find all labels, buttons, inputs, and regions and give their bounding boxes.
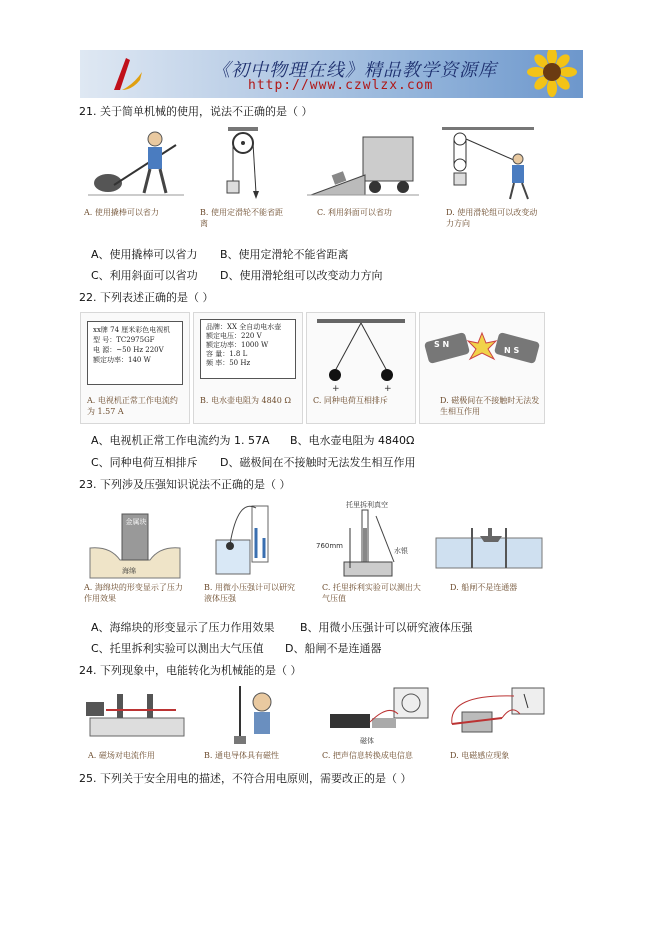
figure-magnets — [419, 312, 545, 424]
option-22d[interactable]: D、磁极间在不接触时无法发生相互作用 — [220, 456, 416, 469]
figure-caption-c: C. 同种电荷互相排斥 — [313, 396, 388, 405]
figure-caption-b: B. 用微小压强计可以研究液体压强 — [204, 583, 295, 603]
logo-icon — [106, 54, 146, 94]
fixed-pulley-illustration — [198, 125, 293, 205]
kettle-label-line: 频 率：50 Hz — [206, 359, 251, 367]
figure-caption-c: C. 利用斜面可以省功 — [317, 208, 392, 217]
mercury-label: 水银 — [394, 547, 408, 555]
figure-sound-to-signal — [318, 684, 433, 766]
vacuum-label: 托里拆利真空 — [346, 501, 388, 509]
figure-crowbar — [80, 125, 190, 220]
figure-current-in-field — [80, 684, 192, 766]
figure-caption-d: D. 电磁感应现象 — [450, 751, 510, 760]
figure-caption-a: A. 海绵块的形变显示了压力作用效果 — [84, 583, 183, 603]
figure-tv-nameplate — [80, 312, 190, 424]
tv-label-line: 额定功率：140 W — [93, 356, 151, 364]
svg-text:S N: S N — [434, 340, 450, 349]
option-22b[interactable]: B、电水壶电阻为 4840Ω — [290, 434, 415, 447]
figure-caption-a: A. 磁场对电流作用 — [88, 751, 155, 760]
option-23d[interactable]: D、船闸不是连通器 — [285, 642, 382, 655]
option-23a[interactable]: A、海绵块的形变显示了压力作用效果 — [91, 621, 275, 634]
question-23: 23. 下列涉及压强知识说法不正确的是（ ） — [79, 478, 291, 491]
figure-caption-c: C. 把声信息转换成电信息 — [322, 751, 413, 760]
option-21a[interactable]: A、使用撬棒可以省力 — [91, 248, 198, 261]
question-21: 21. 关于简单机械的使用，说法不正确的是（ ） — [79, 105, 313, 118]
figure-torricelli — [310, 498, 425, 610]
option-23b[interactable]: B、用微小压强计可以研究液体压强 — [300, 621, 473, 634]
incline-illustration — [303, 125, 423, 205]
metal-block-label: 金属块 — [125, 518, 147, 526]
header-banner — [80, 50, 583, 98]
magnet-label: 磁体 — [360, 737, 374, 745]
figure-incline — [303, 125, 423, 220]
microphone-circuit-illustration — [318, 684, 433, 746]
banner-title: 《初中物理在线》精品教学资源库 — [212, 60, 497, 81]
manometer-illustration — [198, 498, 303, 580]
option-23c[interactable]: C、托里拆利实验可以测出大气压值 — [91, 642, 264, 655]
figure-caption-d: D. 磁极间在不接触时无法发生相互作用 — [440, 396, 540, 416]
figure-caption-a: A. 使用撬棒可以省力 — [84, 208, 159, 217]
charged-balls-illustration — [307, 313, 415, 393]
svg-text:N S: N S — [504, 346, 520, 355]
crowbar-illustration — [80, 125, 190, 205]
figure-induction — [442, 684, 547, 766]
kettle-label-line: 容 量：1.8 L — [206, 350, 248, 358]
svg-text:+: + — [332, 384, 340, 393]
option-21d[interactable]: D、使用滑轮组可以改变动力方向 — [220, 269, 383, 282]
figure-caption-d: D. 船闸不是连通器 — [450, 583, 518, 592]
sunflower-icon — [520, 50, 583, 98]
figure-fixed-pulley — [198, 125, 293, 233]
question-22: 22. 下列表述正确的是（ ） — [79, 291, 214, 304]
figure-charged-balls — [306, 312, 416, 424]
lock-illustration — [432, 498, 547, 580]
height-label: 760mm — [316, 542, 343, 550]
figure-lock — [432, 498, 547, 610]
question-24: 24. 下列现象中，电能转化为机械能的是（ ） — [79, 664, 302, 677]
sponge-label: 海绵 — [122, 567, 136, 575]
figure-kettle-nameplate — [193, 312, 303, 424]
figure-manometer — [198, 498, 303, 610]
tv-label-line: xx牌 74 厘米彩色电视机 — [93, 326, 171, 334]
tv-label-board — [87, 321, 183, 385]
induction-illustration — [442, 684, 547, 746]
figure-electromagnet — [200, 684, 312, 766]
figure-sponge — [80, 498, 190, 610]
kettle-label-board — [200, 319, 296, 379]
kettle-label-line: 额定电压：220 V — [206, 332, 262, 340]
magnetic-force-illustration — [80, 684, 192, 746]
svg-text:+: + — [384, 384, 392, 393]
figure-caption-a: A. 电视机正常工作电流约为 1.57 A — [87, 396, 178, 416]
figure-caption-b: B. 电水壶电阻为 4840 Ω — [200, 396, 292, 405]
figure-caption-c: C. 托里拆利实验可以测出大气压值 — [322, 583, 421, 603]
tv-label-line: 型 号：TC2975GF — [93, 336, 155, 344]
option-22c[interactable]: C、同种电荷互相排斥 — [91, 456, 198, 469]
question-25: 25. 下列关于安全用电的描述，不符合用电原则，需要改正的是（ ） — [79, 772, 412, 785]
kettle-label-line: 品牌：XX 全自动电水壶 — [206, 323, 282, 331]
figure-caption-b: B. 通电导体具有磁性 — [204, 751, 279, 760]
torricelli-illustration — [310, 498, 425, 580]
magnets-illustration — [420, 313, 544, 393]
banner-url[interactable]: http://www.czwlzx.com — [248, 78, 434, 93]
option-21c[interactable]: C、利用斜面可以省功 — [91, 269, 198, 282]
figure-caption-d: D. 使用滑轮组可以改变动力方向 — [446, 208, 538, 228]
pulley-block-illustration — [438, 125, 538, 205]
kettle-label-line: 额定功率：1000 W — [206, 341, 269, 349]
option-22a[interactable]: A、电视机正常工作电流约为 1. 57A — [91, 434, 270, 447]
figure-pulley-block — [438, 125, 538, 233]
option-21b[interactable]: B、使用定滑轮不能省距离 — [220, 248, 349, 261]
figure-caption-b: B. 使用定滑轮不能省距离 — [200, 208, 283, 228]
tv-label-line: 电 源：~50 Hz 220V — [93, 346, 164, 354]
electromagnet-illustration — [200, 684, 312, 746]
